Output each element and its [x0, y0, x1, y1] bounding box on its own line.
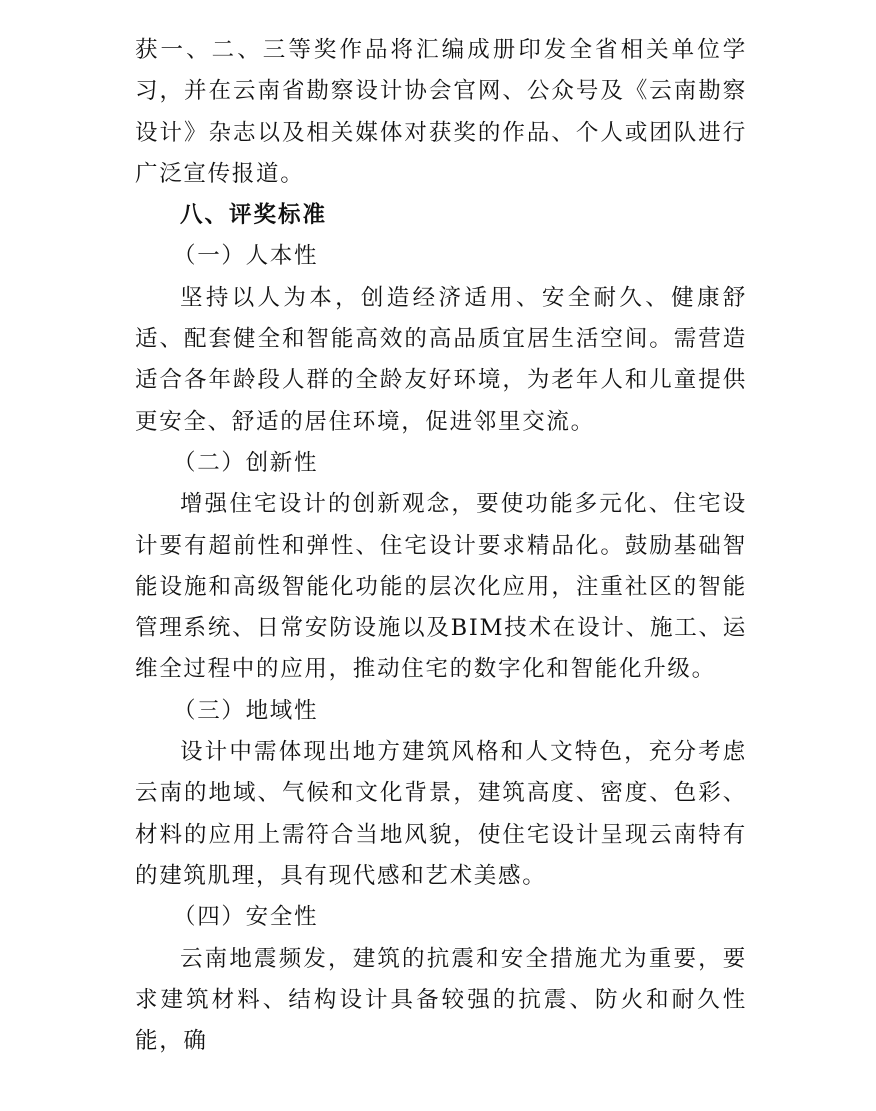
subheading-innovation: （二）创新性 [173, 449, 319, 476]
document-body [135, 30, 747, 1062]
paragraph-awards-publicity: 获一、二、三等奖作品将汇编成册印发全省相关单位学习，并在云南省勘察设计协会官网、公众号及《云南勘察设计》杂志以及相关媒体对获奖的作品、个人或团队进行广泛宣传报道。 [135, 37, 747, 187]
section-heading-evaluation-criteria: 八、评奖标准 [180, 202, 328, 229]
paragraph-safety: 云南地震频发，建筑的抗震和安全措施尤为重要，要求建筑材料、结构设计具备较强的抗震、防火和耐久性能，确 [135, 945, 747, 1055]
paragraph-innovation: 增强住宅设计的创新观念，要使功能多元化、住宅设计要有超前性和弹性、住宅设计要求精品化。鼓励基础智能设施和高级智能化功能的层次化应用，注重社区的智能管理系统、日常安防设施以及BIM技术在设计、施工、运维全过程中的应用，推动住宅的数字化和智能化升级。 [135, 491, 747, 683]
paragraph-regionality: 设计中需体现出地方建筑风格和人文特色，充分考虑云南的地域、气候和文化背景，建筑高度、密度、色彩、材料的应用上需符合当地风貌，使住宅设计呈现云南特有的建筑肌理，具有现代感和艺术美感。 [135, 739, 747, 889]
subheading-human-centered: （一）人本性 [173, 243, 319, 270]
subheading-safety: （四）安全性 [173, 904, 319, 931]
paragraph-human-centered: 坚持以人为本，创造经济适用、安全耐久、健康舒适、配套健全和智能高效的高品质宜居生活空间。需营造适合各年龄段人群的全龄友好环境，为老年人和儿童提供更安全、舒适的居住环境，促进邻里交流。 [135, 284, 747, 435]
subheading-regionality: （三）地域性 [173, 697, 319, 724]
